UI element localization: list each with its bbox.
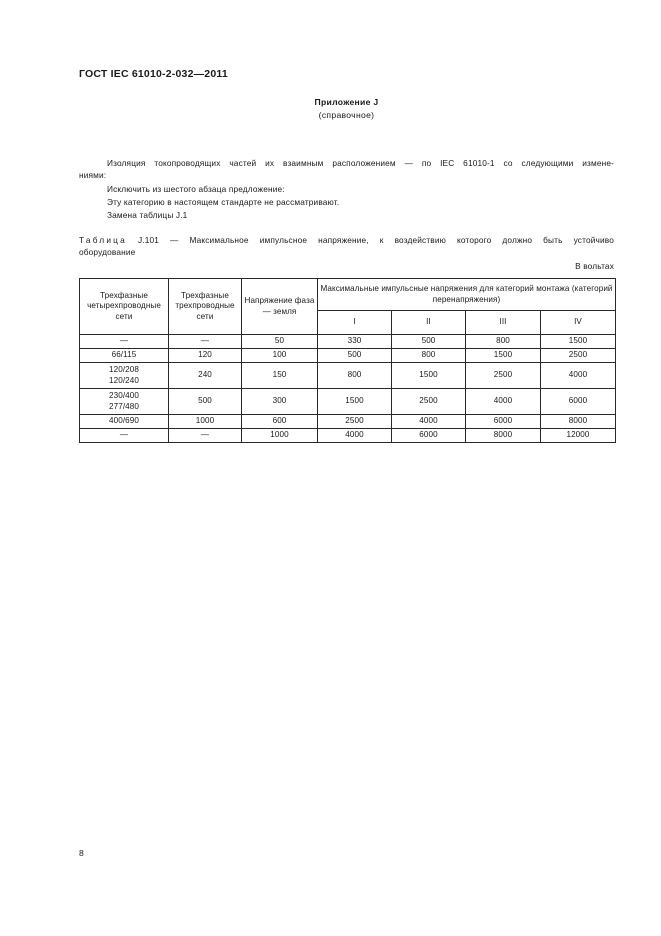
table-row xyxy=(80,429,616,443)
cell-four-wire: 66/115 xyxy=(80,349,169,363)
table-caption-text: J.101 — Максимальное импульсное напряжение, к воздействию которого должно быть устойчиво xyxy=(137,235,614,245)
table-row xyxy=(80,349,616,363)
cell-four-wire: 230/400 277/480 xyxy=(80,389,169,415)
cell-cat-iv: 8000 xyxy=(541,415,616,429)
header-phase-earth: Напряжение фаза — земля xyxy=(242,279,318,335)
table-row xyxy=(80,389,616,415)
cell-three-wire: — xyxy=(169,335,242,349)
cell-cat-ii: 800 xyxy=(392,349,466,363)
impulse-voltage-table xyxy=(79,278,616,443)
paragraph-insulation xyxy=(79,157,614,181)
cell-cat-i: 330 xyxy=(318,335,392,349)
paragraph-exclude: Исключить из шестого абзаца предложение: xyxy=(107,184,285,194)
cell-cat-iv: 12000 xyxy=(541,429,616,443)
annex-subtitle: (справочное) xyxy=(318,110,375,120)
cell-cat-i: 800 xyxy=(318,363,392,389)
cell-phase-earth: 100 xyxy=(242,349,318,363)
cell-cat-iii: 800 xyxy=(466,335,541,349)
cell-phase-earth: 1000 xyxy=(242,429,318,443)
cell-cat-ii: 1500 xyxy=(392,363,466,389)
cell-cat-ii: 4000 xyxy=(392,415,466,429)
table-caption-continuation: оборудование xyxy=(79,246,136,257)
cell-cat-i: 2500 xyxy=(318,415,392,429)
header-category-iii: III xyxy=(466,311,541,335)
cell-three-wire: 240 xyxy=(169,363,242,389)
table-row xyxy=(80,415,616,429)
annex-title: Приложение J xyxy=(314,97,379,107)
page-number: 8 xyxy=(79,848,84,858)
header-category-iv: IV xyxy=(541,311,616,335)
cell-three-wire: — xyxy=(169,429,242,443)
cell-cat-i: 1500 xyxy=(318,389,392,415)
cell-cat-i: 4000 xyxy=(318,429,392,443)
cell-four-wire: 400/690 xyxy=(80,415,169,429)
paragraph-line: Изоляция токопроводящих частей их взаимным расположением — по IEC 61010-1 со следующими измене- xyxy=(107,158,614,168)
cell-three-wire: 1000 xyxy=(169,415,242,429)
paragraph-replace-table: Замена таблицы J.1 xyxy=(107,210,188,220)
cell-three-wire: 500 xyxy=(169,389,242,415)
cell-phase-earth: 300 xyxy=(242,389,318,415)
cell-cat-iii: 2500 xyxy=(466,363,541,389)
cell-four-wire: — xyxy=(80,335,169,349)
table-row xyxy=(80,363,616,389)
header-four-wire: Трехфазные четырехпроводные сети xyxy=(80,279,169,335)
cell-cat-iv: 4000 xyxy=(541,363,616,389)
table-units: В вольтах xyxy=(575,261,614,271)
document-code: ГОСТ IEC 61010-2-032—2011 xyxy=(79,68,228,80)
cell-three-wire: 120 xyxy=(169,349,242,363)
cell-cat-ii: 500 xyxy=(392,335,466,349)
header-category-ii: II xyxy=(392,311,466,335)
cell-cat-iii: 6000 xyxy=(466,415,541,429)
table-row xyxy=(80,335,616,349)
cell-cat-iv: 1500 xyxy=(541,335,616,349)
cell-four-wire: — xyxy=(80,429,169,443)
cell-phase-earth: 150 xyxy=(242,363,318,389)
header-three-wire: Трехфазные трехпроводные сети xyxy=(169,279,242,335)
paragraph-category: Эту категорию в настоящем стандарте не рассматривают. xyxy=(107,197,340,207)
table-caption-label: Таблица xyxy=(79,235,127,245)
cell-phase-earth: 50 xyxy=(242,335,318,349)
cell-cat-iii: 8000 xyxy=(466,429,541,443)
cell-cat-iii: 1500 xyxy=(466,349,541,363)
cell-cat-iv: 2500 xyxy=(541,349,616,363)
table-caption xyxy=(79,235,614,258)
paragraph-line: ниями: xyxy=(79,170,107,180)
header-category-i: I xyxy=(318,311,392,335)
cell-cat-ii: 2500 xyxy=(392,389,466,415)
cell-cat-ii: 6000 xyxy=(392,429,466,443)
cell-cat-iv: 6000 xyxy=(541,389,616,415)
cell-cat-i: 500 xyxy=(318,349,392,363)
cell-cat-iii: 4000 xyxy=(466,389,541,415)
header-impulse-group: Максимальные импульсные напряжения для категорий монтажа (категорий перенапряжения) xyxy=(318,279,616,311)
cell-phase-earth: 600 xyxy=(242,415,318,429)
cell-four-wire: 120/208 120/240 xyxy=(80,363,169,389)
